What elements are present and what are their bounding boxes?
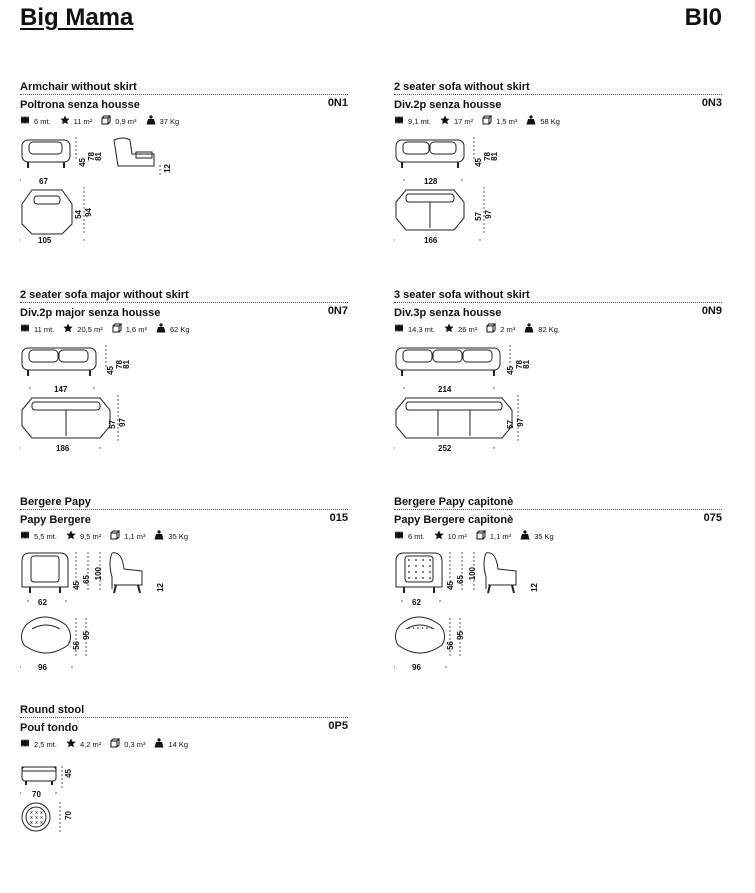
spec-value: 5,5 mt. [34, 531, 57, 541]
dimension-h2: 78 [115, 360, 124, 369]
spec-value: 37 Kg [159, 116, 180, 126]
spec-value: 14 Kg [168, 739, 189, 749]
product-name-en: 2 seater sofa major without skirt [20, 288, 348, 303]
volume-box-icon [101, 115, 111, 127]
leather-area-icon [66, 530, 76, 542]
drawing-svg [394, 130, 724, 270]
svg-text:x: x [40, 815, 43, 821]
svg-text:x: x [40, 810, 43, 816]
spec-value: 1,5 m³ [496, 116, 518, 126]
product-code: 0N9 [701, 305, 722, 317]
dimension-d2: 94 [84, 208, 93, 217]
dimension-h1: 45 [78, 158, 87, 167]
weight-icon [146, 115, 156, 127]
weight-icon [526, 115, 536, 127]
product-name-it: Div.2p major senza housse [20, 307, 161, 319]
product-name-it: Div.2p senza housse [394, 99, 502, 111]
dimension-d1: 56 [72, 641, 81, 650]
spec-value: 20,5 m² [77, 324, 103, 334]
dimension-d2: 95 [456, 631, 465, 640]
dimension-d1: 57 [506, 420, 515, 429]
dimension-h1: 45 [474, 158, 483, 167]
dimension-depth: 166 [424, 236, 438, 245]
volume-box-icon [110, 530, 120, 542]
spec-value: 4,2 m² [79, 739, 102, 749]
spec-value: 9,5 m² [79, 531, 102, 541]
dimension-d1: 57 [108, 420, 117, 429]
dimension-d2: 97 [484, 210, 493, 219]
weight-icon [520, 530, 530, 542]
product-name-en: Round stool [20, 703, 348, 718]
spec-value: 82 Kg [538, 324, 558, 334]
svg-text:x: x [35, 815, 38, 821]
product-card [394, 288, 722, 478]
spec-value: 1,1 m³ [124, 531, 146, 541]
dimension-w: 214 [438, 385, 452, 394]
dimension-h1: 45 [506, 366, 515, 375]
dimension-leg: 12 [163, 164, 172, 173]
spec-row [20, 738, 348, 750]
product-name-it: Pouf tondo [20, 722, 79, 734]
spec-value: 14,3 mt. [408, 324, 436, 334]
dimension-h2: 78 [515, 360, 524, 369]
dimension-w: 70 [32, 790, 41, 799]
dimension-w: 62 [38, 598, 47, 607]
spec-value: 62 Kg [170, 324, 190, 334]
dimension-depth: 96 [412, 663, 421, 672]
volume-box-icon [112, 323, 122, 335]
volume-box-icon [486, 323, 496, 335]
product-card [20, 80, 348, 270]
dimension-h2: 78 [483, 152, 492, 161]
spec-row [20, 530, 348, 542]
fabric-meters-icon [394, 530, 404, 542]
fabric-meters-icon [394, 115, 404, 127]
dimension-d1: 70 [64, 811, 73, 820]
dimension-w: 62 [412, 598, 421, 607]
leather-area-icon [444, 323, 454, 335]
fabric-meters-icon [20, 115, 30, 127]
product-name-it: Papy Bergere [20, 514, 91, 526]
technical-drawings [394, 130, 734, 270]
dimension-h2: 65 [456, 575, 465, 584]
drawing-svg [394, 545, 724, 685]
dimension-h1: 45 [446, 581, 455, 590]
product-code: 075 [703, 512, 722, 524]
weight-icon [524, 323, 534, 335]
volume-box-icon [476, 530, 486, 542]
spec-value: 1,1 m³ [489, 531, 512, 541]
spec-value: 0,9 m³ [115, 116, 137, 126]
technical-drawings [394, 545, 734, 685]
dimension-h1: 45 [106, 366, 115, 375]
spec-value: 6 mt. [34, 116, 51, 126]
fabric-meters-icon [20, 530, 30, 542]
technical-drawings [20, 130, 360, 270]
dimension-h3: 81 [490, 152, 499, 161]
dimension-depth: 186 [56, 444, 70, 453]
dimension-d1: 57 [474, 212, 483, 221]
product-card [20, 703, 348, 893]
product-card [20, 288, 348, 478]
product-card [394, 80, 722, 270]
spec-row [20, 323, 348, 335]
product-code: 0P5 [328, 720, 348, 732]
leather-area-icon [66, 738, 76, 750]
fabric-meters-icon [20, 738, 30, 750]
svg-text:x: x [35, 820, 38, 826]
spec-value: 17 m² [453, 116, 474, 126]
technical-drawings [394, 338, 734, 478]
dimension-h1: 45 [64, 769, 73, 778]
spec-value: 10 m² [447, 531, 467, 541]
svg-text:x: x [40, 820, 43, 826]
dimension-h2: 78 [87, 152, 96, 161]
dimension-h3: 100 [94, 567, 103, 581]
product-code: 0N3 [701, 97, 722, 109]
spec-row [394, 115, 722, 127]
svg-text:x: x [35, 810, 38, 816]
product-code: 0N7 [327, 305, 348, 317]
weight-icon [154, 738, 164, 750]
dimension-depth: 96 [38, 663, 47, 672]
dimension-leg: 12 [156, 583, 165, 592]
drawing-svg [394, 338, 724, 478]
spec-value: 35 Kg [534, 531, 554, 541]
weight-icon [156, 323, 166, 335]
dimension-h3: 100 [468, 567, 477, 581]
fabric-meters-icon [394, 323, 404, 335]
product-code: 015 [329, 512, 348, 524]
product-code: 0N1 [327, 97, 348, 109]
weight-icon [154, 530, 164, 542]
dimension-h3: 81 [522, 360, 531, 369]
product-card [394, 495, 722, 685]
collection-code: BI0 [684, 4, 722, 31]
product-name-en: Bergere Papy [20, 495, 348, 510]
brand-title: Big Mama [20, 4, 134, 31]
spec-value: 58 Kg [540, 116, 560, 126]
dimension-d1: 56 [446, 641, 455, 650]
drawing-svg [20, 338, 350, 478]
spec-value: 11 mt. [34, 324, 55, 334]
product-name-it: Papy Bergere capitonè [394, 514, 514, 526]
dimension-d2: 97 [118, 418, 127, 427]
drawing-svg [20, 545, 350, 685]
dimension-w: 67 [39, 177, 48, 186]
spec-value: 2,5 mt. [34, 739, 57, 749]
svg-text:x: x [30, 810, 33, 816]
spec-row [394, 530, 722, 542]
spec-value: 1,6 m³ [125, 324, 147, 334]
spec-value: 11 m² [73, 116, 93, 126]
dimension-d1: 54 [74, 210, 83, 219]
dimension-h2: 65 [82, 575, 91, 584]
spec-row [20, 115, 348, 127]
spec-value: 9,1 mt. [408, 116, 431, 126]
dimension-w: 147 [54, 385, 68, 394]
dimension-h3: 81 [122, 360, 131, 369]
volume-box-icon [482, 115, 492, 127]
dimension-depth: 252 [438, 444, 452, 453]
dimension-h3: 81 [94, 152, 103, 161]
leather-area-icon [434, 530, 444, 542]
svg-text:x: x [30, 820, 33, 826]
leather-area-icon [60, 115, 70, 127]
spec-value: 6 mt. [408, 531, 425, 541]
spec-value: 26 m² [458, 324, 478, 334]
dimension-d2: 95 [82, 631, 91, 640]
technical-drawings [20, 545, 360, 685]
dimension-h1: 45 [72, 581, 81, 590]
spec-value: 2 m³ [500, 324, 516, 334]
volume-box-icon [110, 738, 120, 750]
technical-drawings [20, 753, 360, 893]
drawing-svg [20, 130, 350, 270]
product-name-en: Bergere Papy capitonè [394, 495, 722, 510]
technical-drawings [20, 338, 360, 478]
product-name-en: 3 seater sofa without skirt [394, 288, 722, 303]
product-name-it: Div.3p senza housse [394, 307, 502, 319]
product-name-en: Armchair without skirt [20, 80, 348, 95]
dimension-leg: 12 [530, 583, 539, 592]
leather-area-icon [440, 115, 450, 127]
fabric-meters-icon [20, 323, 30, 335]
leather-area-icon [63, 323, 73, 335]
dimension-depth: 105 [38, 236, 52, 245]
svg-text:x: x [30, 815, 33, 821]
dimension-d2: 97 [516, 418, 525, 427]
product-name-en: 2 seater sofa without skirt [394, 80, 722, 95]
spec-value: 35 Kg [168, 531, 189, 541]
spec-value: 0,3 m³ [124, 739, 146, 749]
product-name-it: Poltrona senza housse [20, 99, 140, 111]
spec-row [394, 323, 722, 335]
product-card [20, 495, 348, 685]
dimension-w: 128 [424, 177, 438, 186]
